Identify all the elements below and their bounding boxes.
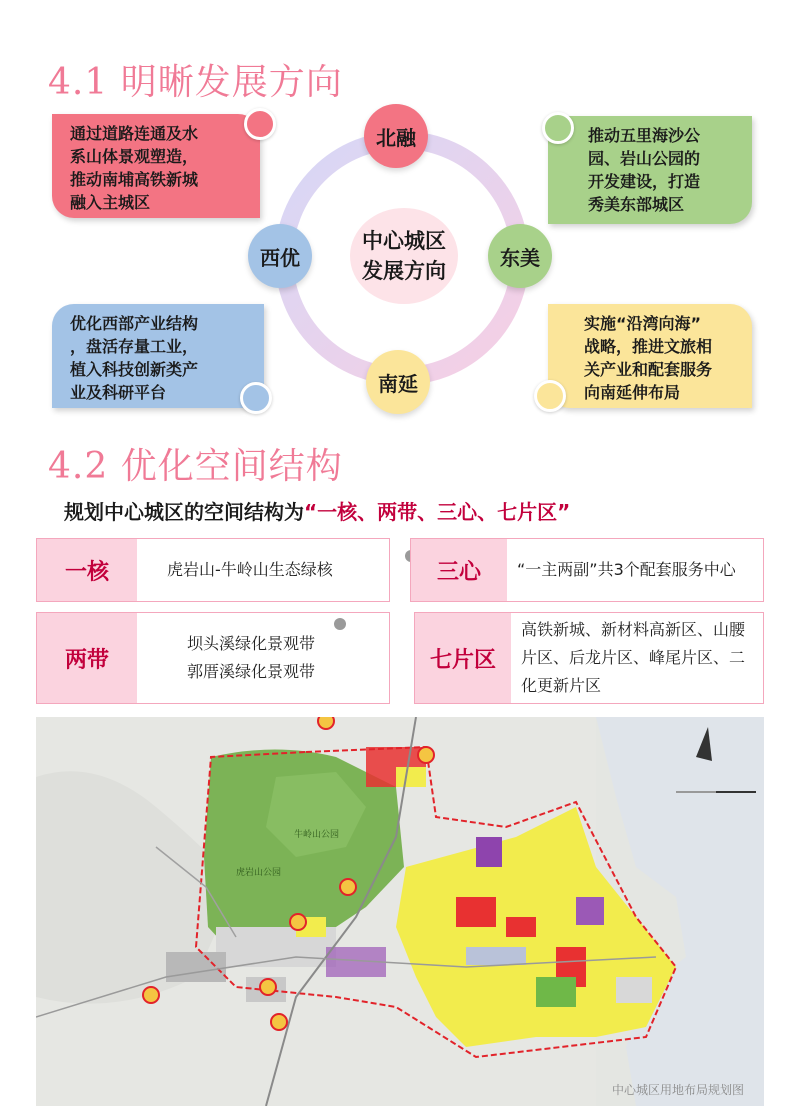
node-west: 西优 xyxy=(248,224,312,288)
land-use-map xyxy=(36,717,764,1106)
card-east-line: 秀美东部城区 xyxy=(588,195,685,214)
card-west-line: ，盘活存量工业， xyxy=(70,337,199,356)
card-south-line: 关产业和配套服务 xyxy=(584,360,713,379)
card-south-line: 向南延伸布局 xyxy=(584,383,681,402)
card-south-dot xyxy=(534,380,566,412)
card-west xyxy=(52,304,264,408)
card-east-dot xyxy=(542,112,574,144)
belts-desc xyxy=(187,613,381,703)
card-south-line: 实施“沿湾向海” xyxy=(584,314,702,333)
districts-label: 七片区 xyxy=(415,613,511,703)
belts-desc-line2: 郭厝溪绿化景观带 xyxy=(187,662,316,681)
card-east-line: 推动五里海沙公 xyxy=(588,126,701,145)
belts-label: 两带 xyxy=(37,613,137,703)
card-east-line: 开发建设，打造 xyxy=(588,172,701,191)
structure-districts xyxy=(414,612,764,704)
section-title-direction: 4.1 明晰发展方向 xyxy=(48,62,343,103)
card-south xyxy=(548,304,752,408)
node-east: 东美 xyxy=(488,224,552,288)
card-south-line: 战略，推进文旅相 xyxy=(584,337,713,356)
card-west-line: 业及科研平台 xyxy=(70,383,167,402)
card-north-dot xyxy=(244,108,276,140)
card-west-dot xyxy=(240,382,272,414)
center-node xyxy=(350,208,458,304)
structure-centers xyxy=(410,538,764,602)
map-label: 虎岩山公园 xyxy=(236,868,282,878)
card-west-line: 植入科技创新类产 xyxy=(70,360,199,379)
subtitle-highlight: “一核、两带、三心、七片区” xyxy=(304,500,571,524)
belts-desc-line1: 坝头溪绿化景观带 xyxy=(187,634,316,653)
node-south: 南延 xyxy=(366,350,430,414)
card-north xyxy=(52,114,260,218)
card-north-line: 推动南埔高铁新城 xyxy=(70,170,199,189)
centers-desc: “一主两副”共3个配套服务中心 xyxy=(517,560,736,579)
center-line2: 发展方向 xyxy=(362,259,446,283)
center-line1: 中心城区 xyxy=(362,229,446,253)
card-north-line: 通过道路连通及水 xyxy=(70,124,199,143)
core-label: 一核 xyxy=(37,539,137,601)
card-west-line: 优化西部产业结构 xyxy=(70,314,199,333)
districts-desc: 高铁新城、新材料高新区、山腰片区、后龙片区、峰尾片区、二化更新片区 xyxy=(521,620,746,695)
map-caption: 中心城区用地布局规划图 xyxy=(611,1083,744,1097)
bullet-dot xyxy=(334,618,346,630)
card-east xyxy=(548,116,752,224)
subtitle-prefix: 规划中心城区的空间结构为 xyxy=(64,500,304,524)
card-north-line: 系山体景观塑造， xyxy=(70,147,199,166)
node-north: 北融 xyxy=(364,104,428,168)
centers-label: 三心 xyxy=(411,539,507,601)
card-east-line: 园、岩山公园的 xyxy=(588,149,701,168)
structure-core xyxy=(36,538,390,602)
structure-subtitle xyxy=(64,496,570,525)
section-title-structure: 4.2 优化空间结构 xyxy=(48,446,343,487)
map-drawing xyxy=(36,717,764,1106)
card-north-line: 融入主城区 xyxy=(70,193,151,212)
map-label: 牛岭山公园 xyxy=(294,830,340,840)
core-desc: 虎岩山-牛岭山生态绿核 xyxy=(167,560,333,579)
